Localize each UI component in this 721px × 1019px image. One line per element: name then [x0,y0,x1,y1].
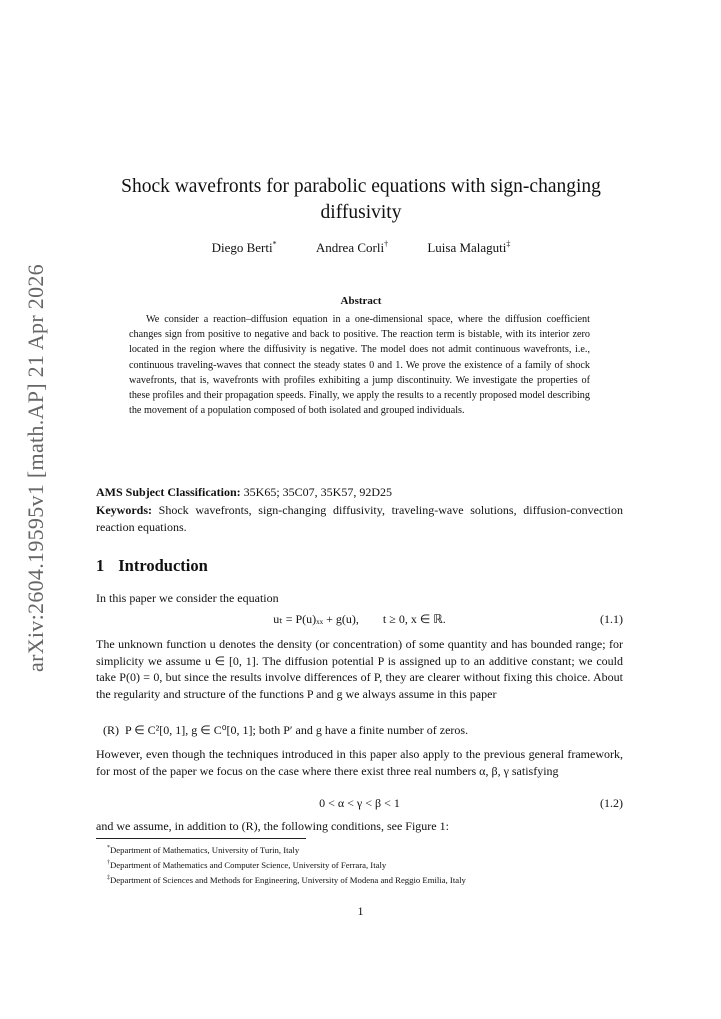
author-name: Diego Berti [211,240,273,256]
section-title: Introduction [118,556,208,575]
footnote-mark: † [107,859,110,866]
equation-1-1 [96,612,623,630]
keywords-value: Shock wavefronts, sign-changing diffusivity, traveling-wave solutions, diffusion-convection reaction equations. [96,503,624,534]
footnote [107,842,622,857]
author-affiliation-mark: * [272,240,277,249]
author-2 [316,240,388,255]
msc-value: 35K65; 35C07, 35K57, 92D25 [243,485,393,499]
abstract-heading: Abstract [340,295,382,307]
arxiv-identifier-stamp: arXiv:2604.19595v1 [math.AP] 21 Apr 2026 [23,264,48,672]
section-heading [96,556,208,576]
condition-r: (R) P ∈ C²[0, 1], g ∈ C⁰[0, 1]; both P′ and g have a finite number of zeros. [103,723,469,737]
author-1 [212,240,277,255]
page-number: 1 [357,904,364,918]
footnote-text: Department of Sciences and Methods for Engineering, University of Modena and Reggio Emilia, Italy [110,874,466,885]
author-name: Andrea Corli [315,240,385,256]
author-affiliation-mark: † [384,240,389,249]
section-number: 1 [96,556,105,575]
msc-label: AMS Subject Classification: [96,485,241,499]
equation-number: (1.1) [600,612,623,626]
equation-number: (1.2) [600,796,623,810]
intro-paragraph-4: and we assume, in addition to (R), the following conditions, see Figure 1: [96,819,449,833]
author-3 [427,240,510,255]
intro-paragraph-2: The unknown function u denotes the density (or concentration) of some quantity and has bounded range; for simplicity we assume u ∈ [0, 1]. The diffusion potential P is assigned up to an additive constant; we could take P(0) = 0, but since the results involve differences of P, they are clearer without fixing this choice. About the regularity and structure of the functions P and g we always assume in this paper [96,637,623,701]
footnote-text: Department of Mathematics and Computer Science, University of Ferrara, Italy [110,859,387,870]
equation-body: 0 < α < γ < β < 1 [319,796,400,810]
footnotes [107,842,622,887]
author-list [96,240,626,256]
intro-paragraph-3: However, even though the techniques introduced in this paper also apply to the previous general framework, for most of the paper we focus on the case where there exist three real numbers α, β, γ satisfying [96,747,623,778]
footnote-mark: * [107,845,110,851]
author-name: Luisa Malaguti [427,240,507,256]
footnote-mark: ‡ [107,874,110,881]
equation-body: uₜ = P(u)ₓₓ + g(u), t ≥ 0, x ∈ ℝ. [273,612,446,626]
footnote-text: Department of Mathematics, University of Turin, Italy [110,844,300,855]
author-affiliation-mark: ‡ [506,240,511,249]
abstract-body: We consider a reaction–diffusion equation in a one-dimensional space, where the diffusion coefficient changes sign from positive to negative and back to positive. The reaction term is bistable, with its interior zero located in the region where the diffusivity is negative. The model does not admit continuous wavefronts, i.e., continuous traveling-waves that connect the steady states 0 and 1. We prove the existence of a family of shock wavefronts, that is, wavefronts with profiles exhibiting a jump discontinuity. We investigate the properties of these profiles and their propagation speeds. Finally, we apply the results to a recently proposed model describing the movement of a population composed of both isolated and grouped individuals. [129,314,590,417]
msc-classification [96,484,623,501]
footnote-divider [96,838,306,839]
keywords [96,502,623,535]
footnote [107,857,622,872]
equation-1-2 [96,796,623,814]
keywords-label: Keywords: [96,503,152,517]
paper-title: Shock wavefronts for parabolic equations with sign-changing diffusivity [121,176,601,223]
intro-paragraph-1: In this paper we consider the equation [96,591,279,605]
footnote [107,872,622,887]
